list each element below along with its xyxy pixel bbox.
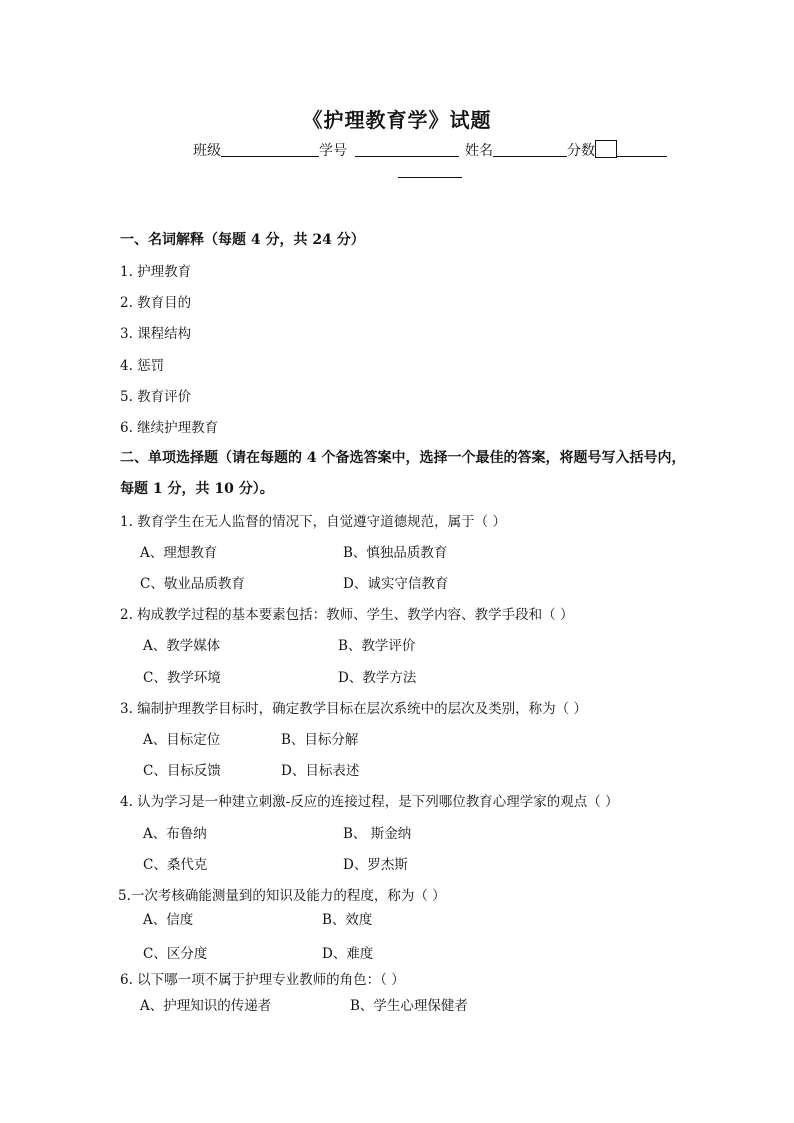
answer-option: C、区分度: [143, 946, 208, 962]
answer-option: C、目标反馈: [143, 763, 221, 779]
question-stem: 4. 认为学习是一种建立刺激-反应的连接过程，是下列哪位教育心理学家的观点（ ）: [120, 794, 619, 810]
student-id-field[interactable]: [355, 142, 459, 157]
info-continuation-line: [398, 163, 462, 178]
score-field[interactable]: [617, 142, 667, 157]
answer-option: D、诚实守信教育: [343, 576, 449, 592]
answer-option: C、教学环境: [143, 670, 221, 686]
score-label: 分数: [567, 143, 595, 159]
answer-option: D、教学方法: [338, 670, 417, 686]
score-box[interactable]: [595, 140, 617, 158]
term-item: 2. 教育目的: [120, 295, 192, 311]
answer-option: A、目标定位: [143, 732, 221, 748]
answer-option: D、罗杰斯: [343, 857, 408, 873]
term-item: 3. 课程结构: [120, 326, 192, 342]
answer-option: A、理想教育: [140, 545, 218, 561]
answer-option: B、教学评价: [338, 638, 416, 654]
section1-heading: 一、名词解释（每题 4 分，共 24 分）: [120, 232, 365, 248]
answer-option: B、效度: [322, 912, 373, 928]
term-item: 5. 教育评价: [120, 389, 192, 405]
name-label: 姓名: [465, 143, 493, 159]
student-id-label: 学号: [319, 143, 347, 159]
answer-option: C、敬业品质教育: [140, 576, 245, 592]
question-stem: 3. 编制护理教学目标时，确定教学目标在层次系统中的层次及类别，称为（ ）: [120, 701, 587, 717]
exam-title: 《护理教育学》试题: [302, 108, 492, 132]
term-item: 6. 继续护理教育: [120, 420, 219, 436]
answer-option: A、布鲁纳: [143, 826, 207, 842]
answer-option: B、 斯金纳: [343, 826, 412, 842]
answer-option: C、桑代克: [143, 857, 208, 873]
student-info-line: [193, 140, 667, 160]
question-stem: 2. 构成教学过程的基本要素包括：教师、学生、教学内容、教学手段和（ ）: [120, 607, 574, 623]
question-stem: 5.一次考核确能测量到的知识及能力的程度，称为（ ）: [118, 888, 446, 904]
name-field[interactable]: [493, 142, 567, 157]
question-stem: 6. 以下哪一项不属于护理专业教师的角色：（ ）: [120, 972, 405, 988]
answer-option: D、目标表述: [281, 763, 360, 779]
answer-option: A、教学媒体: [143, 638, 221, 654]
section2-heading: 二、单项选择题（请在每题的 4 个备选答案中，选择一个最佳的答案，将题号写入括号内，: [120, 450, 686, 466]
section2-heading-cont: 每题 1 分，共 10 分）。: [120, 481, 274, 497]
answer-option: B、慎独品质教育: [343, 545, 448, 561]
answer-option: A、护理知识的传递者: [140, 998, 272, 1014]
answer-option: D、难度: [322, 946, 374, 962]
answer-option: B、目标分解: [281, 732, 359, 748]
class-field[interactable]: [221, 142, 319, 157]
term-item: 1. 护理教育: [120, 264, 192, 280]
question-stem: 1. 教育学生在无人监督的情况下，自觉遵守道德规范，属于（ ）: [120, 514, 506, 530]
term-item: 4. 惩罚: [120, 358, 165, 374]
answer-option: A、信度: [143, 912, 194, 928]
answer-option: B、学生心理保健者: [350, 998, 468, 1014]
class-label: 班级: [193, 143, 221, 159]
